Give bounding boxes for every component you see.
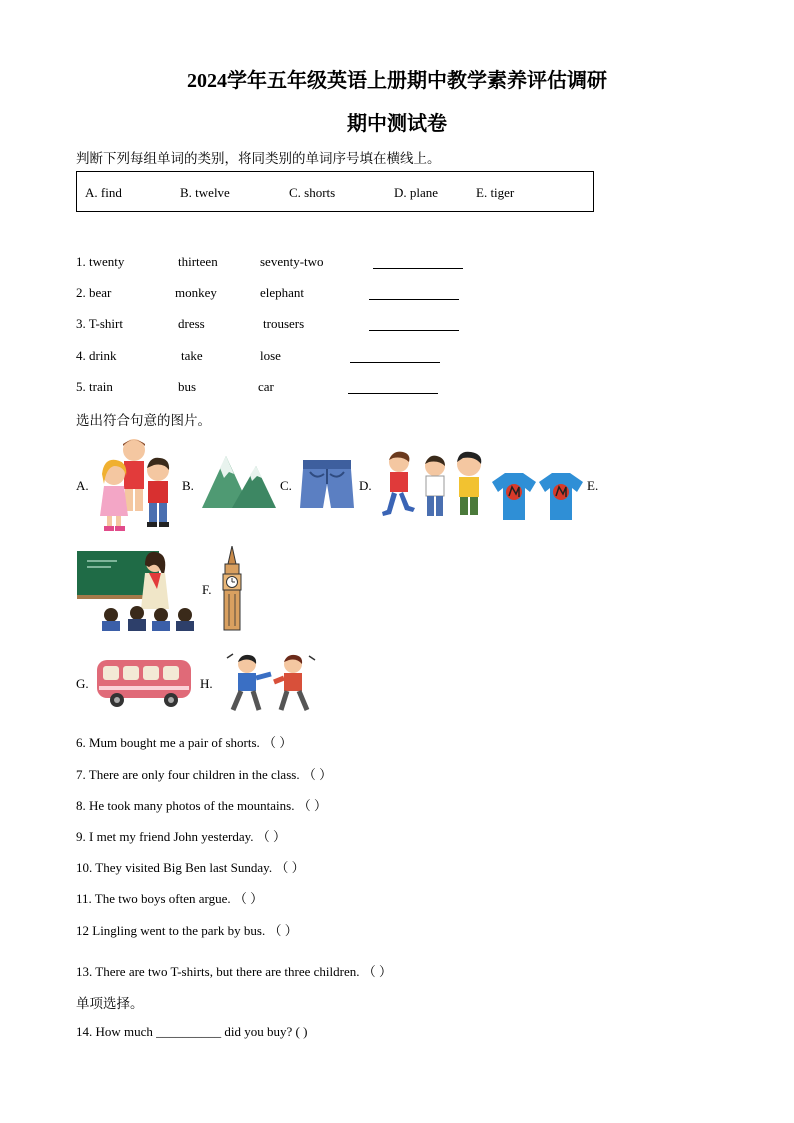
row4-answer-blank[interactable] xyxy=(350,361,440,363)
label-f: F. xyxy=(202,582,212,597)
picture-e-tshirt-2[interactable] xyxy=(539,470,583,522)
question-8: 8. He took many photos of the mountains. （ ） xyxy=(76,798,327,813)
option-d: D. plane xyxy=(394,185,439,200)
row3-word3: trousers xyxy=(263,316,305,331)
question-7: 7. There are only four children in the class. （ ） xyxy=(76,767,333,782)
question-10: 10. They visited Big Ben last Sunday. （ ） xyxy=(76,860,305,875)
question-14: 14. How much __________ did you buy? ( ) xyxy=(76,1024,308,1039)
row4-word2: take xyxy=(181,348,203,363)
label-a: A. xyxy=(76,478,89,493)
row3-word2: dress xyxy=(178,316,205,331)
row5-word1: 5. train xyxy=(76,379,113,394)
row2-word1: 2. bear xyxy=(76,285,112,300)
row5-answer-blank[interactable] xyxy=(348,392,438,394)
question-12: 12 Lingling went to the park by bus. （ ） xyxy=(76,923,298,938)
page-subtitle: 期中测试卷 xyxy=(347,113,447,135)
row1-word1: 1. twenty xyxy=(76,254,125,269)
question-6: 6. Mum bought me a pair of shorts. （ ） xyxy=(76,735,293,750)
label-c: C. xyxy=(280,478,292,493)
question-13: 13. There are two T-shirts, but there are three children. （ ） xyxy=(76,964,392,979)
row5-word3: car xyxy=(258,379,274,394)
option-c: C. shorts xyxy=(289,185,336,200)
option-e: E. tiger xyxy=(476,185,515,200)
row2-answer-blank[interactable] xyxy=(369,298,459,300)
label-g: G. xyxy=(76,676,89,691)
picture-big-ben[interactable] xyxy=(220,546,244,632)
section1-instruction: 判断下列每组单词的类别，将同类别的单词序号填在横线上。 xyxy=(76,151,441,166)
question-11: 11. The two boys often argue. （ ） xyxy=(76,891,264,906)
picture-h-boys-arguing[interactable] xyxy=(219,652,321,714)
label-d: D. xyxy=(359,478,372,493)
question-9: 9. I met my friend John yesterday. （ ） xyxy=(76,829,286,844)
picture-d-three-children[interactable] xyxy=(379,450,487,520)
label-b: B. xyxy=(182,478,194,493)
section2-instruction: 选出符合句意的图片。 xyxy=(76,413,211,428)
picture-c-shorts[interactable] xyxy=(300,458,354,510)
label-h: H. xyxy=(200,676,213,691)
option-b: B. twelve xyxy=(180,185,230,200)
row2-word2: monkey xyxy=(175,285,217,300)
picture-e-tshirt-1[interactable] xyxy=(492,470,536,522)
option-a: A. find xyxy=(85,185,122,200)
picture-b-mountains[interactable] xyxy=(202,454,276,510)
row5-word2: bus xyxy=(178,379,197,394)
word-option-box xyxy=(76,171,594,212)
row1-word3: seventy-two xyxy=(260,254,324,269)
row1-word2: thirteen xyxy=(178,254,218,269)
label-e: E. xyxy=(587,478,599,493)
page-title: 2024学年五年级英语上册期中教学素养评估调研 xyxy=(187,70,607,92)
picture-classroom[interactable] xyxy=(77,549,197,631)
row4-word1: 4. drink xyxy=(76,348,117,363)
picture-a-friends[interactable] xyxy=(94,436,178,534)
row1-answer-blank[interactable] xyxy=(373,267,463,269)
row4-word3: lose xyxy=(260,348,281,363)
row3-answer-blank[interactable] xyxy=(369,329,459,331)
row2-word3: elephant xyxy=(260,285,305,300)
picture-g-bus[interactable] xyxy=(95,656,195,710)
section3-instruction: 单项选择。 xyxy=(76,996,144,1011)
row3-word1: 3. T-shirt xyxy=(76,316,123,331)
